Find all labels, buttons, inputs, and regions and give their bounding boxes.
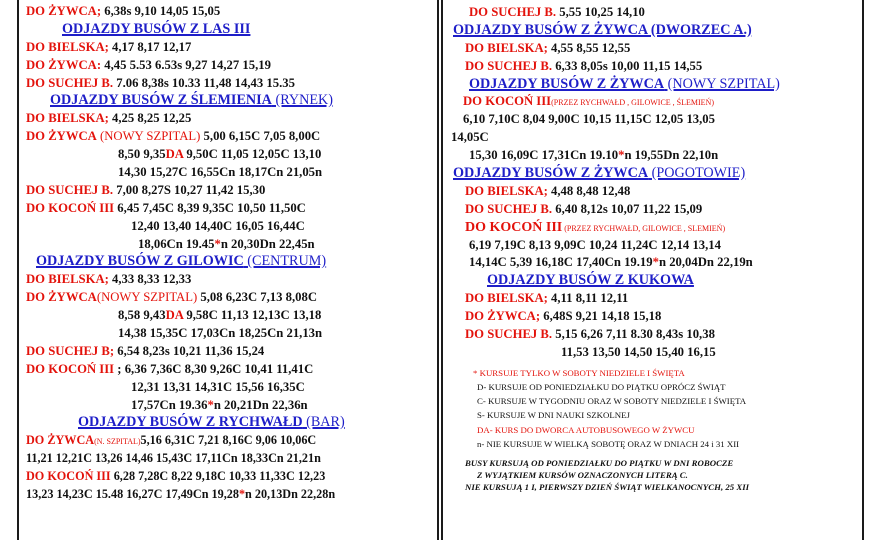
departure-times-row xyxy=(26,236,420,254)
destination-row xyxy=(451,58,856,76)
destination-label: DO ŻYWCA; xyxy=(465,309,541,324)
center-divider-line-2 xyxy=(441,0,443,540)
departure-times: 5,00 6,15C 7,05 8,00C xyxy=(200,129,321,144)
section-heading-text: ODJAZDY BUSÓW Z ŻYWCA (DWORZEC A.) xyxy=(453,21,752,38)
footer-note: NIE KURSUJĄ 1 I, PIERWSZY DZIEŃ ŚWIĄT WIELKANOCNYCH, 25 XII xyxy=(465,481,750,492)
destination-label: DO BIELSKA; xyxy=(26,39,109,54)
destination-row xyxy=(451,40,856,58)
destination-row xyxy=(26,182,420,200)
departure-times-row xyxy=(26,164,420,182)
departure-times: 6,48S 9,21 14,18 15,18 xyxy=(540,309,662,324)
departure-times: 6,19 7,19C 8,13 9,09C 10,24 11,24C 12,14 13,14 xyxy=(469,237,721,252)
departure-times: n 20,30Dn 22,45n xyxy=(220,236,315,251)
departure-times: 5,16 6,31C 7,21 8,16C 9,06 10,06C xyxy=(140,433,317,448)
destination-label: DO ŻYWCA xyxy=(26,433,95,448)
destination-label: DO BIELSKA; xyxy=(465,183,548,198)
destination-label: DO KOCOŃ III xyxy=(463,94,552,109)
destination-row xyxy=(26,271,420,289)
weekend-marker: * xyxy=(238,487,246,502)
destination-label: DO SUCHEJ B. xyxy=(465,201,553,216)
legend-item: n- NIE KURSUJE W WIELKĄ SOBOTĘ ORAZ W DNIACH 24 i 31 XII xyxy=(477,438,740,449)
da-marker: DA xyxy=(165,147,184,162)
departure-times: 6,40 8,12s 10,07 11,22 15,09 xyxy=(552,201,703,216)
departure-times: 4,25 8,25 12,25 xyxy=(108,111,192,126)
destination-row xyxy=(451,290,856,308)
departure-times-row xyxy=(451,129,856,147)
departure-times-row xyxy=(26,397,420,415)
destination-row xyxy=(26,343,420,361)
destination-row xyxy=(26,128,420,146)
destination-row xyxy=(26,39,420,57)
departure-times: n 20,04Dn 22,19n xyxy=(658,255,753,270)
departure-times: 6,33 8,05s 10,00 11,15 14,55 xyxy=(552,58,703,73)
legend-item: C- KURSUJE W TYGODNIU ORAZ W SOBOTY NIEDZIELE I ŚWIĘTA xyxy=(477,396,747,407)
departure-times: 5,55 10,25 14,10 xyxy=(556,5,645,19)
weekend-marker: * xyxy=(618,148,625,163)
right-column xyxy=(451,0,856,544)
destination-row xyxy=(451,201,856,219)
departure-times: 4,33 8,33 12,33 xyxy=(108,272,192,287)
destination-label: DO BIELSKA; xyxy=(26,272,109,287)
route-note: (PRZEZ RYCHWAŁD , GILOWICE , ŚLEMIEŃ) xyxy=(551,98,714,108)
footer-note: BUSY KURSUJĄ OD PONIEDZIAŁKU DO PIĄTKU W DNI ROBOCZE xyxy=(465,457,734,468)
departure-times: n 20,21Dn 22,36n xyxy=(213,397,308,412)
destination-row xyxy=(451,183,856,201)
departure-times-row xyxy=(451,111,856,129)
footer-note: Z WYJĄTKIEM KURSÓW OZNACZONYCH LITERĄ C. xyxy=(477,469,688,480)
section-heading-text: ODJAZDY BUSÓW Z KUKOWA xyxy=(487,272,694,289)
destination-row xyxy=(26,289,420,307)
departure-times-row xyxy=(451,254,856,272)
destination-note: (NOWY SZPITAL) xyxy=(96,290,198,305)
departure-times: 8,58 9,43 xyxy=(118,308,166,323)
right-border-line xyxy=(862,0,864,540)
section-heading-text: ODJAZDY BUSÓW Z ŚLEMIENIA (RYNEK) xyxy=(50,92,334,109)
departure-times: 18,06Cn 19.45 xyxy=(138,236,215,251)
section-heading-location: (NOWY SZPITAL) xyxy=(664,75,780,92)
destination-row xyxy=(451,308,856,326)
departure-times: 4,55 8,55 12,55 xyxy=(547,40,631,55)
departure-times: 7,00 8,27S 10,27 11,42 15,30 xyxy=(113,182,266,197)
route-note: (PRZEZ RYCHWAŁD, GILOWICE , SLEMIEŃ) xyxy=(562,223,726,233)
departure-times: n 19,55Dn 22,10n xyxy=(624,148,719,163)
weekend-marker: * xyxy=(207,397,214,412)
section-heading-text: ODJAZDY BUSÓW Z GILOWIC (CENTRUM) xyxy=(36,253,327,270)
departure-times: 13,23 14,23C 15.48 16,27C 17,49Cn 19,28 xyxy=(26,487,239,502)
departure-times: 5,15 6,26 7,11 8.30 8,43s 10,38 xyxy=(552,327,715,342)
da-marker: DA xyxy=(165,308,184,323)
departure-times: 14,38 15,35C 17,03Cn 18,25Cn 21,13n xyxy=(118,326,323,341)
departure-times-row xyxy=(451,237,856,255)
destination-row xyxy=(451,326,856,344)
departure-times: ; 6,36 7,36C 8,30 9,26C 10,41 11,41C xyxy=(114,361,314,376)
legend-item: DA- KURS DO DWORCA AUTOBUSOWEGO W ŻYWCU xyxy=(477,424,695,435)
legend-item: * KURSUJE TYLKO W SOBOTY NIEDZIELE I ŚWIĘTA xyxy=(473,367,685,378)
destination-row xyxy=(26,361,420,379)
departure-times: 4,17 8,17 12,17 xyxy=(108,39,192,54)
footer-notes xyxy=(451,451,856,493)
departure-times-row xyxy=(451,344,856,362)
destination-row xyxy=(26,200,420,218)
destination-label: DO KOCOŃ III xyxy=(26,361,115,376)
departure-times: 11,53 13,50 14,50 15,40 16,15 xyxy=(561,344,716,359)
destination-row xyxy=(451,219,856,237)
weekend-marker: * xyxy=(652,255,659,270)
destination-label: DO KOCOŃ III xyxy=(26,200,115,215)
departure-times: 5,08 6,23C 7,13 8,08C xyxy=(197,290,318,305)
departure-times: 4,45 5.53 6.53s 9,27 14,27 15,19 xyxy=(101,57,271,72)
departure-times-row xyxy=(26,218,420,236)
section-heading-location: (POGOTOWIE) xyxy=(648,165,746,182)
departure-times-row xyxy=(26,450,420,468)
destination-row xyxy=(26,468,420,486)
departure-times: 17,57Cn 19.36 xyxy=(131,397,208,412)
legend-item: D- KURSUJE OD PONIEDZIAŁKU DO PIĄTKU OPRÓCZ ŚWIĄT xyxy=(477,382,726,392)
destination-row xyxy=(26,57,420,75)
left-border-line xyxy=(17,0,19,540)
destination-row xyxy=(26,3,420,21)
left-column xyxy=(26,0,420,543)
section-heading xyxy=(26,253,420,271)
weekend-marker: * xyxy=(214,236,221,251)
destination-label: DO KOCOŃ III xyxy=(465,219,563,235)
departure-times: 14,05C xyxy=(451,130,489,145)
departure-times: 11,21 12,21C 13,26 14,46 15,43C 17,11Cn 18,33Cn 21,21n xyxy=(26,451,321,466)
departure-times: 12,40 13,40 14,40C 16,05 16,44C xyxy=(131,218,305,233)
destination-label: DO SUCHEJ B. xyxy=(26,182,114,197)
destination-label: DO SUCHEJ B. xyxy=(465,58,553,73)
destination-label: DO SUCHEJ B. xyxy=(465,327,553,342)
destination-label: DO BIELSKA; xyxy=(465,291,548,306)
route-note: (N. SZPITAL) xyxy=(94,437,141,447)
destination-label: DO ŻYWCA; xyxy=(26,4,102,18)
section-heading-location: (RYNEK) xyxy=(271,92,334,109)
destination-row xyxy=(451,93,856,111)
section-heading-text: ODJAZDY BUSÓW Z ŻYWCA (NOWY SZPITAL) xyxy=(469,75,780,92)
section-heading xyxy=(26,21,420,39)
section-heading xyxy=(26,92,420,110)
destination-label: DO BIELSKA; xyxy=(26,111,109,126)
destination-row xyxy=(26,75,420,93)
destination-label: DO BIELSKA; xyxy=(465,40,548,55)
departure-times: 4,11 8,11 12,11 xyxy=(547,291,629,306)
destination-label: DO KOCOŃ III xyxy=(26,469,111,484)
departure-times-row xyxy=(26,307,420,325)
center-divider-line xyxy=(437,0,439,540)
section-heading-location: (BAR) xyxy=(302,414,345,431)
destination-label: DO SUCHEJ B. xyxy=(26,75,114,90)
departure-times: 4,48 8,48 12,48 xyxy=(547,183,631,198)
destination-row xyxy=(26,110,420,128)
departure-times: 7.06 8,38s 10.33 11,48 14,43 15.35 xyxy=(113,75,295,90)
section-heading-text: ODJAZDY BUSÓW Z LAS III xyxy=(62,20,251,37)
section-heading xyxy=(451,165,856,183)
section-heading xyxy=(451,272,856,290)
section-heading-location: (CENTRUM) xyxy=(243,253,327,270)
section-heading-text: ODJAZDY BUSÓW Z ŻYWCA (POGOTOWIE) xyxy=(453,165,746,182)
departure-times: 9,58C 11,13 12,13C 13,18 xyxy=(183,308,322,323)
departure-times: 6,38s 9,10 14,05 15,05 xyxy=(101,4,221,18)
section-heading-text: ODJAZDY BUSÓW Z RYCHWAŁD (BAR) xyxy=(78,414,345,431)
destination-label: DO ŻYWCA: xyxy=(26,57,102,72)
departure-times-row xyxy=(26,325,420,343)
legend-item: S- KURSUJE W DNI NAUKI SZKOLNEJ xyxy=(477,410,630,421)
destination-row xyxy=(26,432,420,450)
departure-times: 8,50 9,35 xyxy=(118,147,166,162)
departure-times: 14,14C 5,39 16,18C 17,40Cn 19.19 xyxy=(469,255,653,270)
destination-label: DO SUCHEJ B. xyxy=(469,5,557,19)
departure-times-row xyxy=(26,486,420,504)
section-heading xyxy=(451,76,856,94)
legend xyxy=(451,362,856,451)
departure-times: 6,45 7,45C 8,39 9,35C 10,50 11,50C xyxy=(114,200,306,215)
departure-times-row xyxy=(26,379,420,397)
departure-times-row xyxy=(26,146,420,164)
departure-times: 6,54 8,23s 10,21 11,36 15,24 xyxy=(114,343,265,358)
departure-times-row xyxy=(451,147,856,165)
departure-times: 14,30 15,27C 16,55Cn 18,17Cn 21,05n xyxy=(118,165,323,180)
departure-times: 12,31 13,31 14,31C 15,56 16,35C xyxy=(131,379,305,394)
destination-row xyxy=(451,4,856,22)
section-heading xyxy=(451,22,856,40)
departure-times: 6,28 7,28C 8,22 9,18C 10,33 11,33C 12,23 xyxy=(110,469,326,484)
destination-label: DO ŻYWCA xyxy=(26,290,97,305)
destination-note: (NOWY SZPITAL) xyxy=(96,129,201,144)
destination-label: DO SUCHEJ B; xyxy=(26,343,115,358)
destination-label: DO ŻYWCA xyxy=(26,129,97,144)
departure-times: n 20,13Dn 22,28n xyxy=(245,487,336,502)
departure-times: 15,30 16,09C 17,31Cn 19.10 xyxy=(469,148,619,163)
departure-times: 9,50C 11,05 12,05C 13,10 xyxy=(183,147,322,162)
section-heading xyxy=(26,414,420,432)
departure-times: 6,10 7,10C 8,04 9,00C 10,15 11,15C 12,05 13,05 xyxy=(463,112,715,127)
